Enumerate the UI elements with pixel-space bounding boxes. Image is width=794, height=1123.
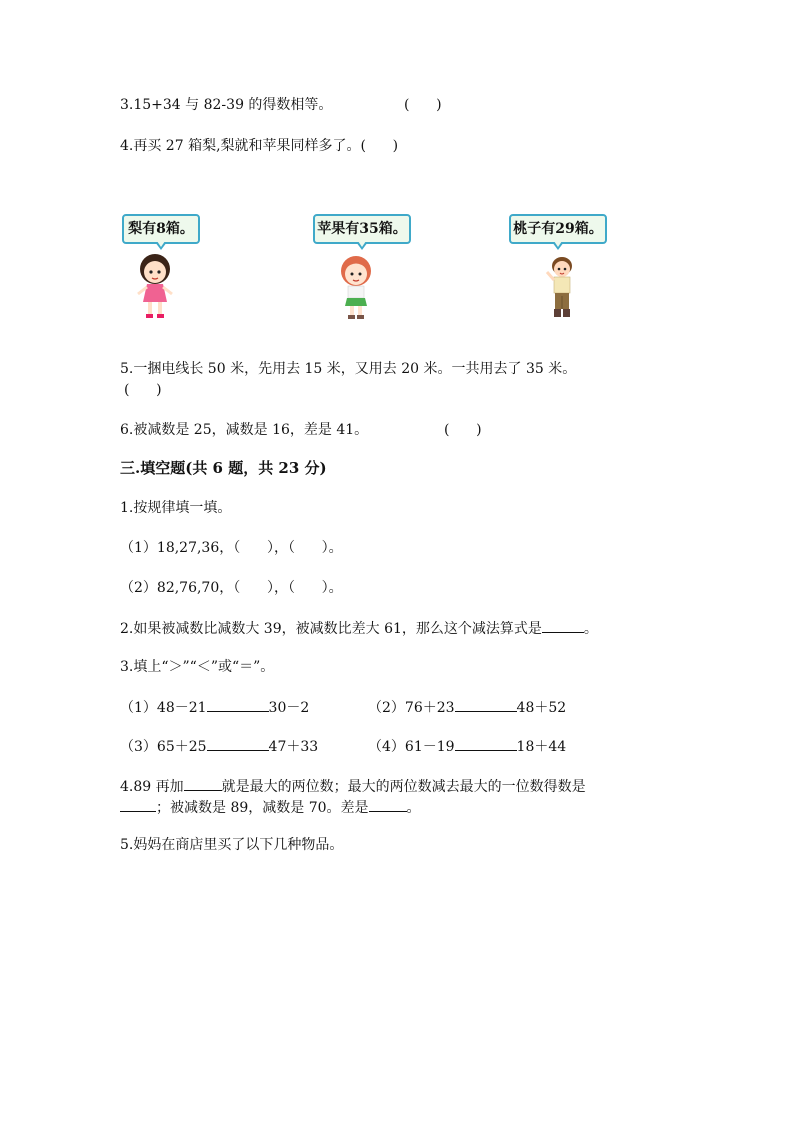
fill-q2-text: 2.如果被减数比减数大 39，被减数比差大 61，那么这个减法算式是 (120, 621, 542, 637)
bubble-text: 梨有8箱。 (128, 221, 194, 237)
speech-bubble-pears (122, 214, 200, 244)
redhead-girl-figure-icon (334, 254, 378, 320)
judge-q5-answer-paren[interactable]: ( ) (124, 382, 162, 398)
fill-q1-row2[interactable]: （2）82,76,70，（ ），（ ）。 (120, 580, 343, 596)
fill-q3-row2a (120, 736, 318, 756)
fill-q4-line1 (120, 776, 586, 796)
compare-blank[interactable] (455, 697, 517, 712)
compare-right: 18＋44 (516, 739, 567, 755)
compare-left: （4）61－19 (368, 739, 455, 755)
compare-left: （3）65＋25 (120, 739, 207, 755)
fill-q4-text: 就是最大的两位数；最大的两位数减去最大的一位数得数是 (221, 779, 586, 795)
fill-q3-row1a (120, 697, 309, 717)
fill-q1-row1[interactable]: （1）18,27,36，（ ），（ ）。 (120, 540, 343, 556)
fill-q4-text: 4.89 再加 (120, 779, 184, 795)
judge-q6-text: 6.被减数是 25，减数是 16，差是 41。 (120, 422, 369, 438)
fill-q2-end: 。 (583, 621, 598, 637)
compare-blank[interactable] (455, 736, 517, 751)
fill-q4-line2 (120, 797, 421, 817)
fill-q4-blank-1[interactable] (184, 776, 222, 791)
compare-blank[interactable] (207, 736, 269, 751)
fill-q3-row1b (368, 697, 566, 717)
fill-q3-row2b (368, 736, 566, 756)
girl-figure-icon (130, 252, 180, 320)
speech-bubble-peaches (509, 214, 607, 244)
compare-right: 48＋52 (516, 700, 567, 716)
judge-q5-text: 5.一捆电线长 50 米，先用去 15 米，又用去 20 米。一共用去了 35 米。 (120, 361, 577, 377)
judge-q6-answer-paren[interactable]: ( ) (444, 422, 482, 438)
boy-figure-icon (540, 254, 584, 320)
compare-blank[interactable] (207, 697, 269, 712)
bubble-text: 苹果有35箱。 (317, 221, 407, 237)
fill-q4-blank-3[interactable] (369, 797, 407, 812)
fill-q4-text: ；被减数是 89，减数是 70。差是 (156, 800, 369, 816)
judge-q4-text: 4.再买 27 箱梨,梨就和苹果同样多了。( ) (120, 138, 399, 154)
fill-q2-blank[interactable] (542, 618, 584, 633)
section-title: 三.填空题(共 6 题，共 23 分) (120, 459, 327, 477)
fill-q1-text: 1.按规律填一填。 (120, 500, 232, 516)
speech-bubble-apples (313, 214, 411, 244)
fill-q4-text: 。 (406, 800, 421, 816)
fill-q2-line (120, 618, 598, 638)
compare-right: 30－2 (268, 700, 310, 716)
fill-q3-text: 3.填上“＞”“＜”或“＝”。 (120, 659, 275, 675)
bubble-text: 桃子有29箱。 (513, 221, 603, 237)
judge-q3-answer-paren[interactable]: ( ) (404, 97, 442, 113)
compare-left: （2）76＋23 (368, 700, 455, 716)
compare-right: 47＋33 (268, 739, 319, 755)
fill-q4-blank-2[interactable] (120, 797, 156, 812)
fill-q5-text: 5.妈妈在商店里买了以下几种物品。 (120, 837, 344, 853)
compare-left: （1）48－21 (120, 700, 207, 716)
judge-q3-text: 3.15+34 与 82-39 的得数相等。 (120, 97, 333, 113)
